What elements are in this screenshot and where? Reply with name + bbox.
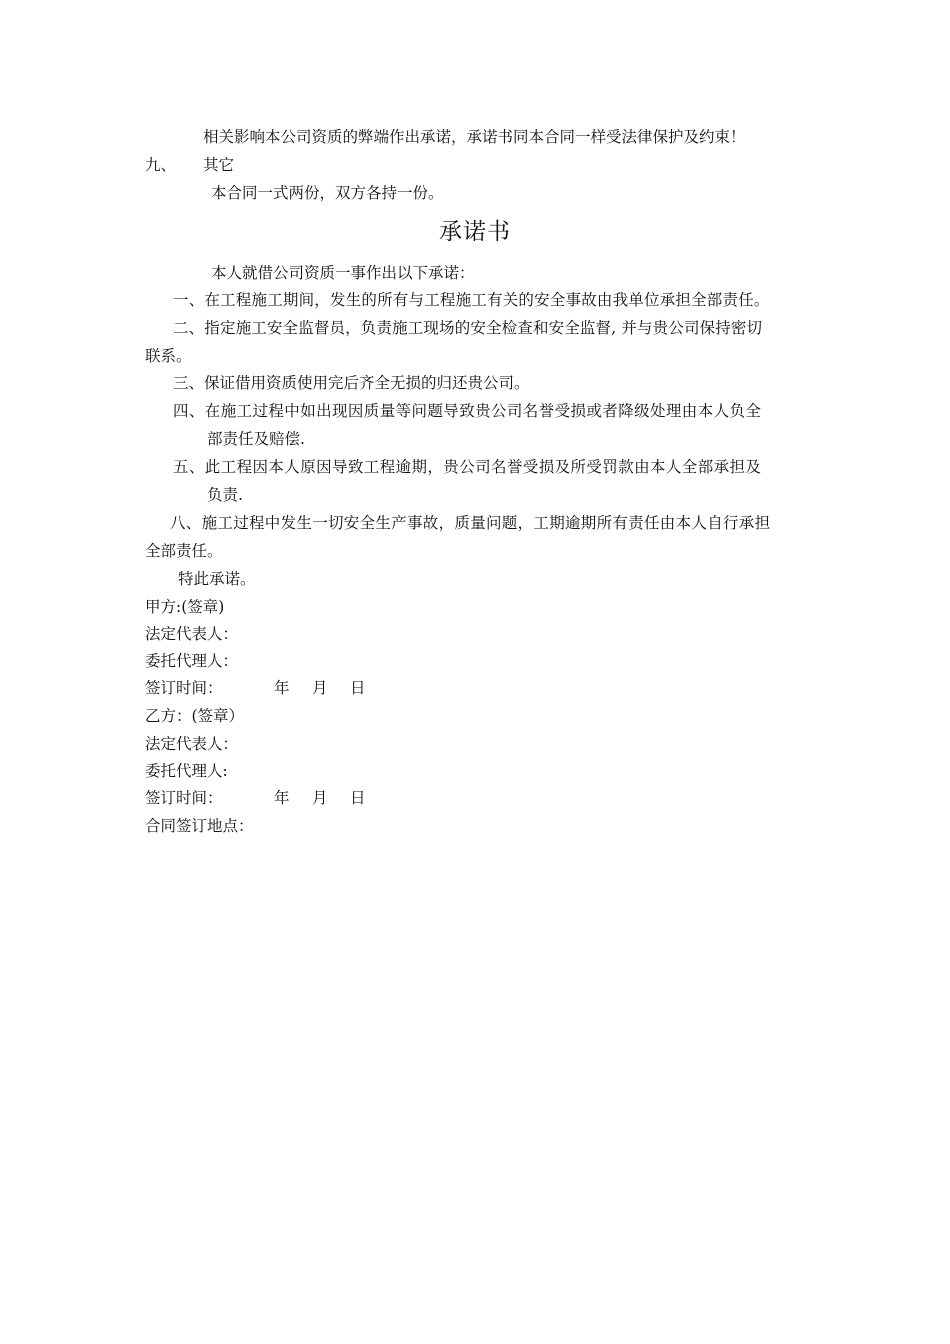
pledge-item-3: 三、保证借用资质使用完后齐全无损的归还贵公司。	[173, 374, 530, 392]
pledge-item-8-line-1: 八、施工过程中发生一切安全生产事故，质量问题，工期逾期所有责任由本人自行承担	[170, 514, 771, 532]
party-b-date-day: 日	[350, 789, 366, 807]
party-b-seal: 乙方：(签章）	[145, 707, 245, 725]
section-9-number: 九、	[145, 156, 177, 174]
pledge-item-5-line-2: 负责.	[207, 486, 243, 504]
party-a-legal-rep: 法定代表人：	[145, 625, 239, 643]
pledge-closing: 特此承诺。	[178, 570, 256, 588]
pledge-item-2-line-2: 联系。	[145, 347, 192, 365]
party-a-agent: 委托代理人：	[145, 652, 239, 670]
pledge-item-4-line-2: 部责任及赔偿.	[207, 430, 305, 448]
party-a-date-month: 月	[312, 679, 328, 697]
party-b-agent: 委托代理人:	[145, 762, 228, 780]
section-9-text: 本合同一式两份，双方各持一份。	[211, 184, 444, 202]
section-9-title: 其它	[203, 156, 235, 174]
party-a-date-label: 签订时间：	[145, 679, 223, 697]
party-a-date-year: 年	[274, 679, 290, 697]
party-b-legal-rep: 法定代表人：	[145, 735, 239, 753]
pledge-item-4-line-1: 四、在施工过程中如出现因质量等问题导致贵公司名誉受损或者降级处理由本人负全	[173, 402, 762, 420]
party-b-date-year: 年	[274, 789, 290, 807]
party-b-date-label: 签订时间：	[145, 789, 223, 807]
party-a-seal: 甲方:(签章)	[145, 598, 225, 616]
pledge-item-1: 一、在工程施工期间，发生的所有与工程施工有关的安全事故由我单位承担全部责任。	[173, 291, 770, 309]
contract-tail-line: 相关影响本公司资质的弊端作出承诺，承诺书同本合同一样受法律保护及约束！	[203, 128, 746, 146]
signing-place: 合同签订地点：	[145, 817, 254, 835]
pledge-title: 承诺书	[439, 219, 511, 245]
party-b-date-month: 月	[312, 789, 328, 807]
pledge-item-5-line-1: 五、此工程因本人原因导致工程逾期，贵公司名誉受损及所受罚款由本人全部承担及	[173, 458, 762, 476]
pledge-intro: 本人就借公司资质一事作出以下承诺：	[211, 264, 475, 282]
pledge-item-2-line-1: 二、指定施工安全监督员，负责施工现场的安全检查和安全监督, 并与贵公司保持密切	[173, 319, 763, 337]
pledge-item-8-line-2: 全部责任。	[145, 542, 223, 560]
party-a-date-day: 日	[350, 679, 366, 697]
